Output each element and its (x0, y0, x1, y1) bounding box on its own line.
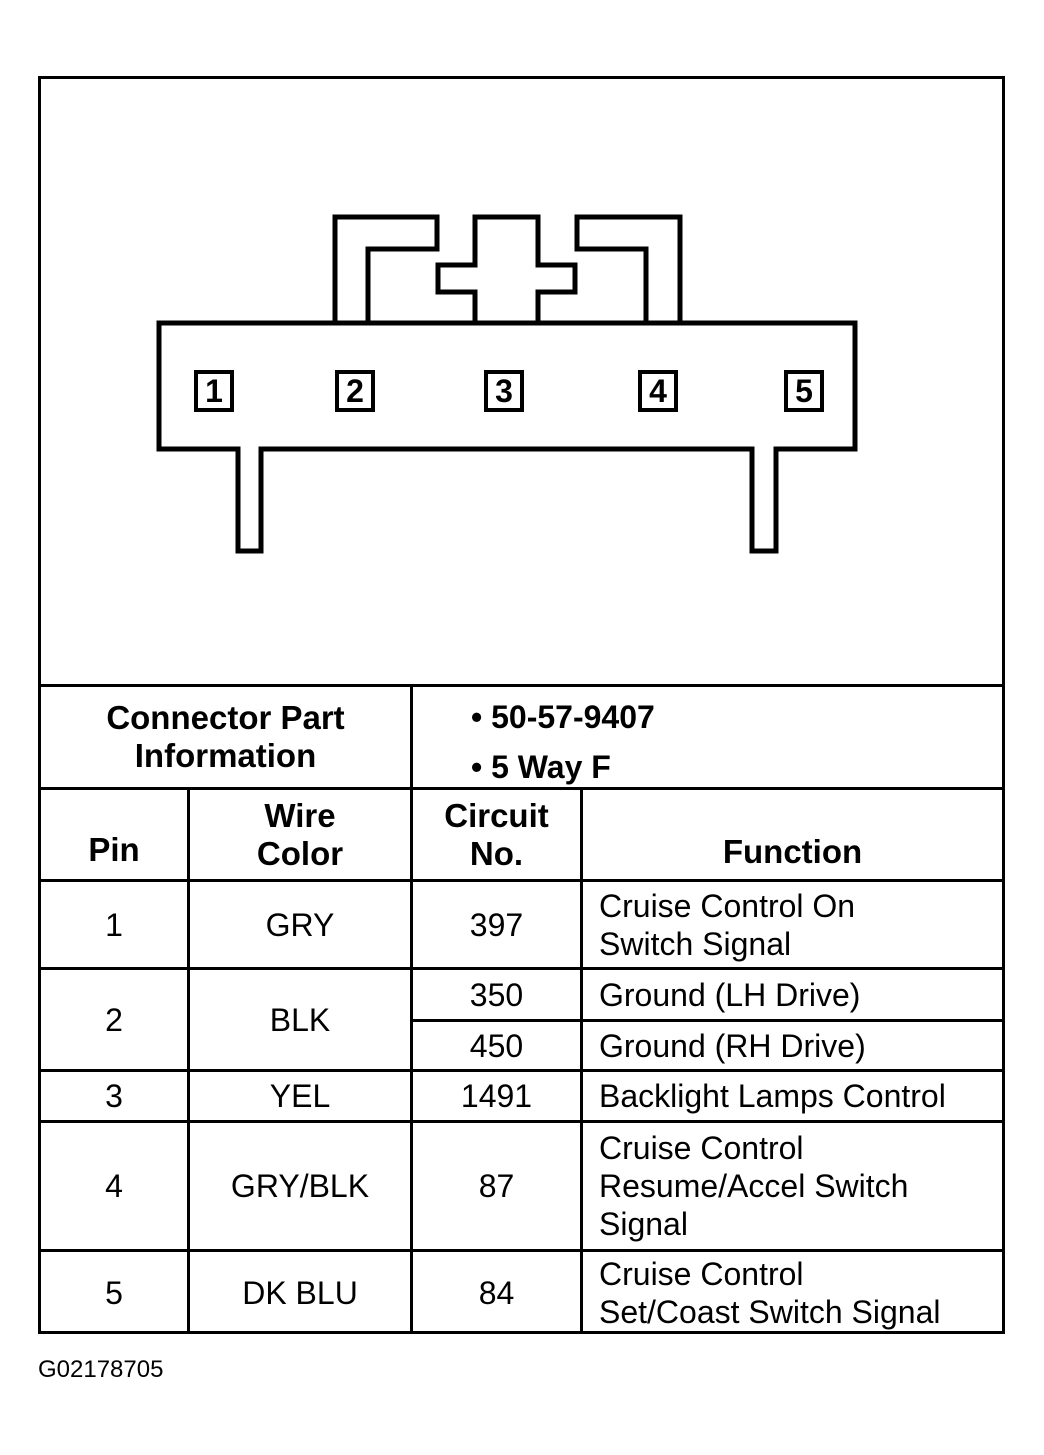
connector-left-latch (335, 217, 437, 323)
wire-color-cell: GRY/BLK (230, 1168, 370, 1204)
connector-body (159, 323, 855, 551)
wire-color-cell: BLK (269, 1001, 331, 1038)
pin-cell: 3 (105, 1078, 123, 1114)
divider-line (410, 684, 413, 789)
part-type: • 5 Way F (471, 749, 611, 785)
function-cell: Cruise Control On Switch Signal (599, 887, 856, 962)
pin-cell: 4 (105, 1168, 123, 1204)
circuit-cell: 450 (469, 1027, 524, 1064)
connector-center-key (438, 217, 575, 323)
circuit-cell: 1491 (460, 1078, 533, 1114)
connector-right-latch (577, 217, 680, 323)
function-cell: Cruise Control Set/Coast Switch Signal (599, 1256, 941, 1330)
pin-number-label: 3 (495, 373, 513, 409)
wire-color-cell: GRY (265, 906, 335, 943)
header-function: Function (722, 833, 863, 870)
pin-cell: 5 (105, 1275, 123, 1311)
pin-cell: 2 (105, 1001, 123, 1038)
function-cell: Ground (LH Drive) (599, 976, 861, 1013)
function-cell: Cruise Control Resume/Accel Switch Signal (599, 1130, 909, 1242)
pin-number-label: 4 (649, 373, 667, 409)
connector-diagram (41, 79, 1002, 687)
pin-number-label: 1 (205, 373, 223, 409)
part-info-list (471, 692, 655, 792)
circuit-cell: 397 (469, 906, 524, 943)
circuit-cell: 84 (478, 1275, 515, 1311)
function-cell: Backlight Lamps Control (599, 1078, 946, 1114)
pin-number-label: 2 (346, 373, 364, 409)
part-info-label: Connector Part Information (106, 699, 345, 774)
pin-cell: 1 (105, 906, 123, 943)
part-number: • 50-57-9407 (471, 699, 655, 735)
pin-number-label: 5 (795, 373, 813, 409)
header-pin: Pin (88, 831, 140, 868)
circuit-cell: 87 (478, 1168, 515, 1204)
wire-color-cell: DK BLU (242, 1275, 358, 1311)
figure-id: G02178705 (38, 1356, 164, 1383)
function-cell: Ground (RH Drive) (599, 1027, 866, 1064)
wire-color-cell: YEL (269, 1078, 331, 1114)
header-wire-color: Wire Color (256, 796, 344, 872)
circuit-cell: 350 (469, 976, 524, 1013)
connector-figure-frame (38, 76, 1005, 1334)
header-circuit-no: Circuit No. (444, 796, 549, 872)
